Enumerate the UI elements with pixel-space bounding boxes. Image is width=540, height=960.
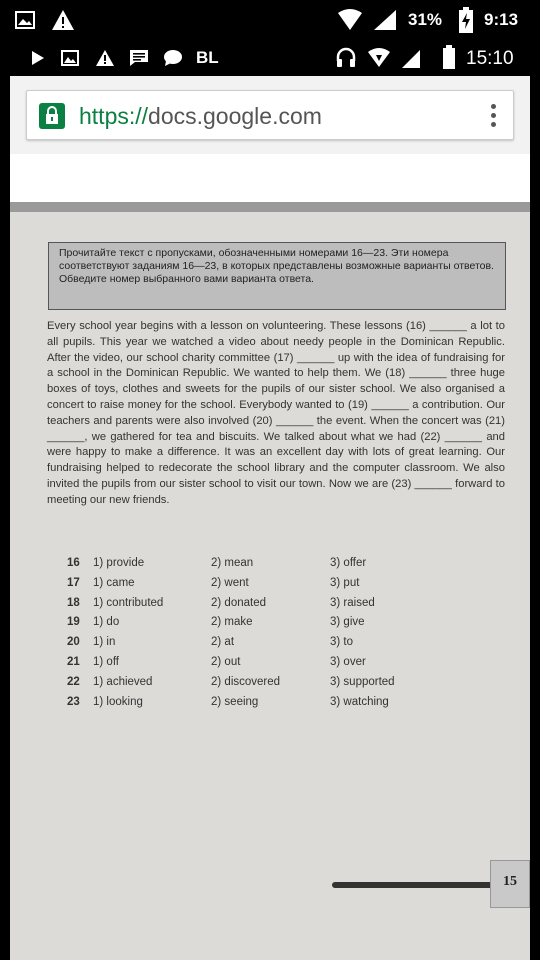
wifi-icon [366, 46, 392, 70]
image-icon [60, 48, 80, 68]
headset-icon [334, 46, 358, 70]
option-row [63, 696, 483, 714]
signal-icon [372, 8, 398, 32]
battery-icon [442, 44, 456, 70]
battery-percent: 31% [408, 10, 443, 29]
option-number: 21 [67, 656, 80, 668]
option-row [63, 656, 483, 674]
chat-icon [162, 48, 184, 68]
task-instruction: Прочитайте текст с пропусками, обозначенными номерами 16—23. Эти номера соответствуют заданиям 16—23, в которых представлены возможные варианты ответов. Обведите номер выбранного вами варианта ответа. [48, 242, 506, 310]
option-row [63, 616, 483, 634]
option-2: 2) at [211, 636, 235, 649]
option-row [63, 557, 483, 575]
warning-icon [50, 8, 76, 32]
blank-area [10, 154, 530, 202]
image-icon [14, 10, 36, 30]
option-number: 23 [67, 695, 80, 708]
option-3: 3) supported [330, 675, 395, 688]
status-time: 9:13 [484, 10, 519, 29]
option-3: 3) to [330, 636, 354, 649]
option-row [63, 597, 483, 615]
option-1: 1) provide [93, 557, 145, 569]
option-2: 2) out [211, 656, 241, 668]
url-scheme: https:// [79, 103, 149, 129]
option-3: 3) offer [330, 557, 367, 569]
status-bar [0, 0, 540, 40]
kebab-menu-icon[interactable] [488, 102, 498, 130]
option-row [63, 636, 483, 654]
option-1: 1) do [93, 616, 120, 629]
option-1: 1) came [93, 576, 135, 589]
option-1: 1) achieved [93, 675, 153, 688]
scanned-page [10, 212, 530, 960]
option-2: 2) discovered [211, 675, 281, 688]
document-viewer[interactable] [10, 202, 530, 960]
url-text[interactable] [79, 102, 322, 130]
option-number: 18 [67, 596, 80, 609]
option-3: 3) watching [330, 695, 389, 708]
option-1: 1) looking [93, 695, 143, 708]
battery-charging-icon [458, 6, 474, 34]
passage-text: Every school year begins with a lesson on volunteering. These lessons (16) ______ a lot to all pupils. This year we watched a video about needy people in the Dominican Republic. After the video, our school charity committee (17) ______ up with the idea of fundraising for a school in the Dominican Republic. We wanted to help them. We (18) ______ three huge boxes of toys, clothes and sweets for the pupils of our sister school. We also organised a concert to raise money for the school. Everybody wanted to (19) ______ a contribution. Our teachers and parents were also involved (20) ______ the event. When the concert was (21) ______, we gathered for tea and biscuits. We talked about what we had (22) ______ and were happy to make a difference. It was an excellent day with lots of great learning. Our fundraising helped to redecorate the school library and the computer classroom. We also invited the pupils from our sister school to visit our town. Now we are (23) ______ forward to meeting our new friends. [47, 320, 505, 506]
inner-status-time: 15:10 [466, 48, 514, 69]
option-1: 1) in [93, 636, 116, 649]
option-1: 1) off [93, 656, 119, 668]
option-number: 16 [67, 557, 80, 569]
option-2: 2) donated [211, 596, 266, 609]
lock-icon[interactable] [39, 103, 65, 129]
carrier-label: BL [196, 48, 219, 67]
page-number: 15 [490, 860, 530, 908]
play-icon [30, 50, 46, 66]
browser-toolbar [10, 76, 530, 154]
message-icon [128, 48, 150, 68]
option-row [63, 577, 483, 595]
option-row [63, 676, 483, 694]
address-bar[interactable] [26, 90, 514, 140]
url-host: docs.google.com [148, 103, 322, 129]
wifi-icon [336, 8, 364, 32]
option-2: 2) went [211, 576, 249, 589]
page-footer-bar [332, 882, 502, 888]
option-number: 20 [67, 636, 80, 649]
option-1: 1) contributed [93, 596, 164, 609]
option-3: 3) over [330, 656, 366, 668]
option-number: 17 [67, 576, 80, 589]
option-number: 22 [67, 675, 80, 688]
option-2: 2) seeing [211, 695, 259, 708]
inner-status-bar [0, 40, 540, 76]
option-3: 3) put [330, 576, 360, 589]
warning-icon [94, 48, 116, 68]
option-3: 3) give [330, 616, 365, 629]
option-2: 2) mean [211, 557, 254, 569]
option-2: 2) make [211, 616, 253, 629]
option-number: 19 [67, 616, 80, 629]
option-3: 3) raised [330, 596, 375, 609]
signal-icon [400, 48, 422, 70]
